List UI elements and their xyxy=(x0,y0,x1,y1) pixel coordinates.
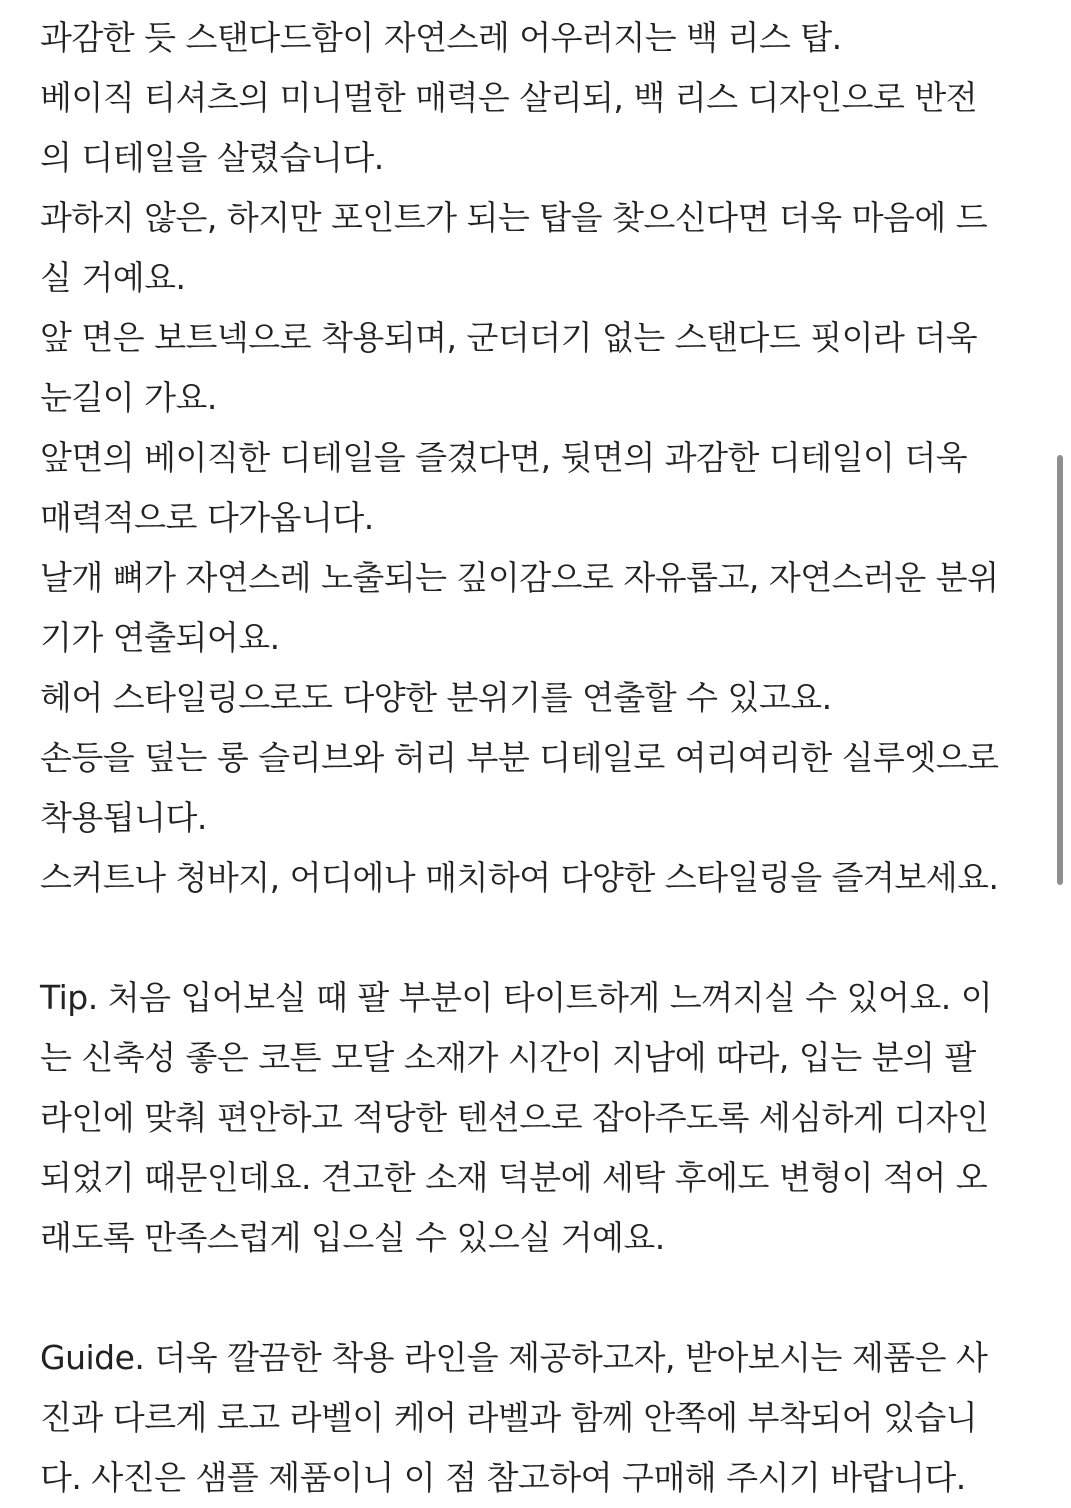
guide-block xyxy=(40,1328,1040,1508)
guide-line: Guide. 더욱 깔끔한 착용 라인을 제공하고자, 받아보시는 제품은 사 xyxy=(40,1338,988,1377)
text-line: 스커트나 청바지, 어디에나 매치하여 다양한 스타일링을 즐겨보세요. xyxy=(40,858,999,897)
tip-line: Tip. 처음 입어보실 때 팔 부분이 타이트하게 느껴지실 수 있어요. 이 xyxy=(40,978,993,1017)
text-line: 기가 연출되어요. xyxy=(40,618,280,657)
tip-block xyxy=(40,968,1040,1268)
tip-line: 는 신축성 좋은 코튼 모달 소재가 시간이 지남에 따라, 입는 분의 팔 xyxy=(40,1038,976,1077)
guide-line: 다. 사진은 샘플 제품이니 이 점 참고하여 구매해 주시기 바랍니다. xyxy=(40,1458,966,1497)
text-line: 눈길이 가요. xyxy=(40,378,217,417)
text-line: 착용됩니다. xyxy=(40,798,207,837)
text-line: 실 거예요. xyxy=(40,258,186,297)
text-line: 헤어 스타일링으로도 다양한 분위기를 연출할 수 있고요. xyxy=(40,678,832,717)
text-line: 과하지 않은, 하지만 포인트가 되는 탑을 찾으신다면 더욱 마음에 드 xyxy=(40,198,988,237)
text-line: 매력적으로 다가옵니다. xyxy=(40,498,374,537)
scrollbar-thumb[interactable] xyxy=(1057,455,1063,885)
description-block xyxy=(40,8,1040,908)
text-line: 날개 뼈가 자연스레 노출되는 깊이감으로 자유롭고, 자연스러운 분위 xyxy=(40,558,999,597)
text-line: 앞면의 베이직한 디테일을 즐겼다면, 뒷면의 과감한 디테일이 더욱 xyxy=(40,438,968,477)
tip-line: 래도록 만족스럽게 입으실 수 있으실 거예요. xyxy=(40,1218,665,1257)
spacer xyxy=(40,1268,1040,1328)
text-line: 베이직 티셔츠의 미니멀한 매력은 살리되, 백 리스 디자인으로 반전 xyxy=(40,78,978,117)
text-line: 손등을 덮는 롱 슬리브와 허리 부분 디테일로 여리여리한 실루엣으로 xyxy=(40,738,999,777)
text-line: 의 디테일을 살렸습니다. xyxy=(40,138,384,177)
text-line: 앞 면은 보트넥으로 착용되며, 군더더기 없는 스탠다드 핏이라 더욱 xyxy=(40,318,978,357)
tip-line: 라인에 맞춰 편안하고 적당한 텐션으로 잡아주도록 세심하게 디자인 xyxy=(40,1098,989,1137)
guide-line: 진과 다르게 로고 라벨이 케어 라벨과 함께 안쪽에 부착되어 있습니 xyxy=(40,1398,978,1437)
tip-line: 되었기 때문인데요. 견고한 소재 덕분에 세탁 후에도 변형이 적어 오 xyxy=(40,1158,988,1197)
spacer xyxy=(40,908,1040,968)
product-description xyxy=(40,8,1040,1508)
text-line: 과감한 듯 스탠다드함이 자연스레 어우러지는 백 리스 탑. xyxy=(40,18,842,57)
